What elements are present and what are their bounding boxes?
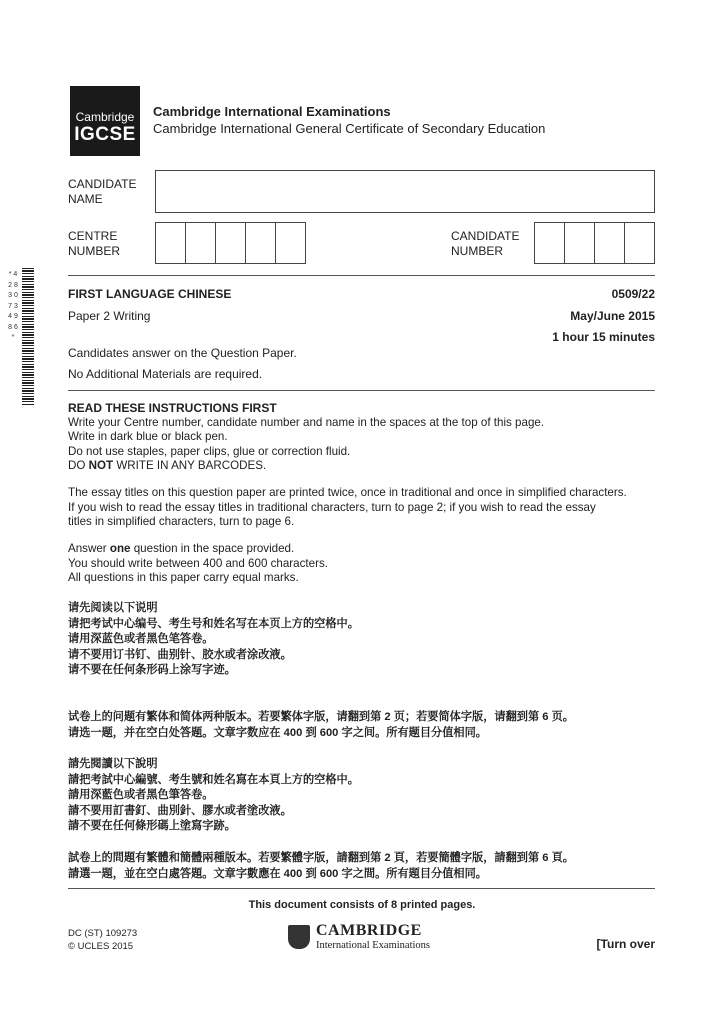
divider [68,390,655,391]
answer-line: Answer one question in the space provided. [68,542,295,555]
turn-over: [Turn over [596,937,655,951]
barcode-number: * 4 2 8 3 0 7 3 4 9 8 6 * [8,271,18,341]
barcode-image [22,268,34,406]
traditional-line: 請不要用訂書釘、曲別針、膠水或者塗改液。 [68,804,292,817]
essay-info-line: If you wish to read the essay titles in traditional characters, turn to page 2; if you wish to read the essay [68,500,596,514]
exam-session: May/June 2015 [570,309,655,323]
traditional-versions: 試卷上的問題有繁體和簡體兩種版本。若要繁體字版，請翻到第 2 頁，若要簡體字版，請翻到第 6 頁。 [68,852,574,864]
centre-number-field[interactable] [155,222,306,264]
simplified-heading: 请先阅读以下说明 [68,602,158,614]
traditional-line: 請用深藍色或者黑色筆答卷。 [68,789,214,801]
traditional-notes [68,851,668,882]
document-ref: DC (ST) 109273 [68,928,138,939]
candidate-number-field[interactable] [534,222,655,264]
essay-info-line: The essay titles on this question paper are printed twice, once in traditional and once in simplified characters. [68,486,627,499]
instruction-line: Write in dark blue or black pen. [68,430,228,444]
instruction-line: Write your Centre number, candidate number and name in the spaces at the top of this page. [68,415,545,429]
equal-marks-line: All questions in this paper carry equal marks. [68,571,299,585]
traditional-line: 請把考試中心編號、考生號和姓名寫在本頁上方的空格中。 [68,773,359,786]
simplified-line: 请不要用订书钉、曲别针、胶水或者涂改液。 [68,648,292,661]
divider [68,888,655,889]
centre-number-label: CENTRE NUMBER [68,229,121,258]
footer-ref-block [68,927,137,953]
instruction-barcode-line: DO NOT WRITE IN ANY BARCODES. [68,459,267,473]
traditional-heading: 請先閱讀以下說明 [68,758,158,770]
paper-name: Paper 2 Writing [68,309,151,323]
traditional-line: 請不要在任何條形碼上塗寫字跡。 [68,820,236,832]
cambridge-brand: CAMBRIDGE [316,922,422,939]
write-between-line: You should write between 400 and 600 characters. [68,556,328,570]
cambridge-brand-sub: International Examinations [316,940,431,951]
traditional-instructions [68,757,668,835]
simplified-line: 请不要在任何条形码上涂写字迹。 [68,664,236,676]
logo-line2: IGCSE [74,124,136,145]
essay-info-line: titles in simplified characters, turn to page 6. [68,515,295,529]
cambridge-crest-icon [288,925,310,949]
simplified-instructions [68,601,668,679]
instructions-block [68,401,658,474]
essay-info-block [68,486,658,530]
simplified-versions: 试卷上的问题有繁体和简体两种版本。若要繁体字版，请翻到第 2 页；若要简体字版，请翻到第 6 页。 [68,711,574,723]
simplified-choose: 请选一题，并在空白处答题。文章字数应在 400 到 600 字之间。所有题目分值相同。 [68,726,487,739]
simplified-notes [68,710,668,741]
candidate-name-label: CANDIDATE NAME [68,177,137,206]
header-subtitle: Cambridge International General Certificate of Secondary Education [153,121,546,136]
candidate-name-field[interactable] [155,170,655,213]
page-count: This document consists of 8 printed pages. [248,899,476,911]
candidate-number-label: CANDIDATE NUMBER [451,229,520,258]
answer-info-block [68,542,658,586]
subject-title: FIRST LANGUAGE CHINESE [68,287,232,301]
traditional-choose: 請選一題，並在空白處答題。文章字數應在 400 到 600 字之間。所有題目分值相同。 [68,867,487,880]
simplified-line: 请把考试中心编号、考生号和姓名写在本页上方的空格中。 [68,617,359,630]
materials-note: No Additional Materials are required. [68,367,263,381]
syllabus-code: 0509/22 [611,287,655,301]
answer-note: Candidates answer on the Question Paper. [68,346,297,360]
simplified-line: 请用深蓝色或者黑色笔答卷。 [68,633,214,645]
copyright: © UCLES 2015 [68,941,134,952]
exam-duration: 1 hour 15 minutes [552,330,655,344]
logo-line1: Cambridge [75,110,135,124]
instruction-line: Do not use staples, paper clips, glue or correction fluid. [68,444,351,458]
instructions-heading: READ THESE INSTRUCTIONS FIRST [68,401,277,415]
header-title: Cambridge International Examinations [153,104,391,119]
divider [68,275,655,276]
igcse-logo [70,86,140,156]
